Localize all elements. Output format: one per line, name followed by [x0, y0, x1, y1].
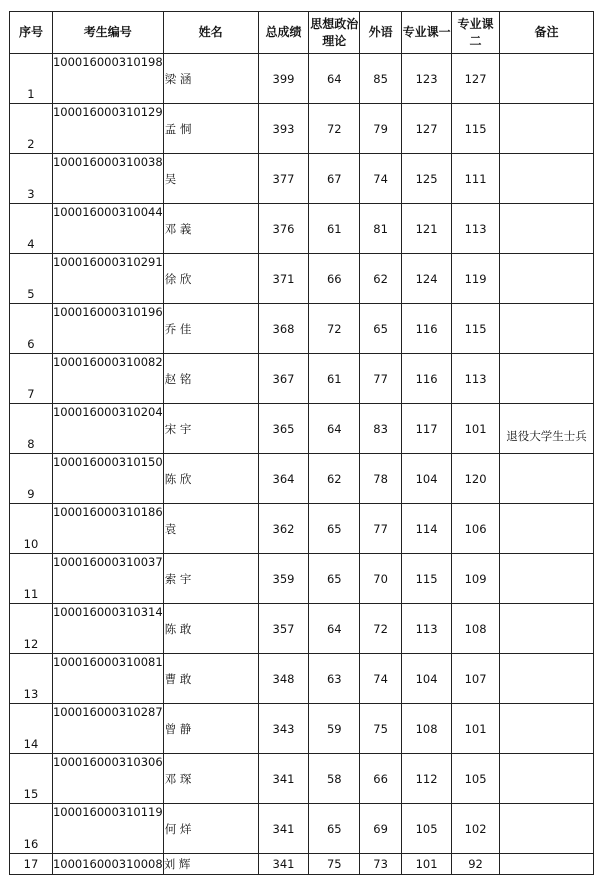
name-cell: 邓 義 [163, 204, 258, 254]
name-cell: 徐 欣 [163, 254, 258, 304]
header-foreign: 外语 [360, 12, 402, 54]
foreign-score-cell: 75 [360, 704, 402, 754]
name-cell: 邓 琛 [163, 754, 258, 804]
table-row [10, 504, 594, 554]
total-score-cell: 348 [258, 654, 309, 704]
total-score-cell: 377 [258, 154, 309, 204]
major2-score-cell: 115 [452, 304, 500, 354]
seq-cell: 13 [10, 654, 53, 704]
exam-id-cell: 100016000310314 [52, 604, 163, 654]
table-row [10, 554, 594, 604]
note-cell [500, 354, 594, 404]
seq-cell: 9 [10, 454, 53, 504]
major1-score-cell: 105 [402, 804, 452, 854]
exam-id-cell: 100016000310038 [52, 154, 163, 204]
foreign-score-cell: 66 [360, 754, 402, 804]
exam-id-cell: 100016000310129 [52, 104, 163, 154]
total-score-cell: 399 [258, 54, 309, 104]
total-score-cell: 364 [258, 454, 309, 504]
foreign-score-cell: 85 [360, 54, 402, 104]
exam-id-cell: 100016000310186 [52, 504, 163, 554]
name-cell: 吴 [163, 154, 258, 204]
exam-id-cell: 100016000310037 [52, 554, 163, 604]
politics-score-cell: 64 [309, 604, 360, 654]
seq-cell: 1 [10, 54, 53, 104]
note-cell [500, 804, 594, 854]
exam-id-cell: 100016000310196 [52, 304, 163, 354]
foreign-score-cell: 77 [360, 504, 402, 554]
politics-score-cell: 65 [309, 554, 360, 604]
major1-score-cell: 127 [402, 104, 452, 154]
seq-cell: 10 [10, 504, 53, 554]
total-score-cell: 362 [258, 504, 309, 554]
name-cell: 刘 辉 [163, 854, 258, 875]
seq-cell: 7 [10, 354, 53, 404]
seq-cell: 12 [10, 604, 53, 654]
table-row [10, 804, 594, 854]
politics-score-cell: 67 [309, 154, 360, 204]
politics-score-cell: 64 [309, 404, 360, 454]
total-score-cell: 376 [258, 204, 309, 254]
note-cell [500, 754, 594, 804]
politics-score-cell: 75 [309, 854, 360, 875]
name-cell: 袁 [163, 504, 258, 554]
table-row [10, 654, 594, 704]
total-score-cell: 368 [258, 304, 309, 354]
major1-score-cell: 113 [402, 604, 452, 654]
header-politics: 思想政治理论 [309, 12, 360, 54]
name-cell: 乔 佳 [163, 304, 258, 354]
note-cell [500, 504, 594, 554]
note-cell: 退役大学生士兵 [500, 404, 594, 454]
foreign-score-cell: 62 [360, 254, 402, 304]
total-score-cell: 341 [258, 854, 309, 875]
major2-score-cell: 127 [452, 54, 500, 104]
major1-score-cell: 108 [402, 704, 452, 754]
major1-score-cell: 121 [402, 204, 452, 254]
header-seq: 序号 [10, 12, 53, 54]
foreign-score-cell: 72 [360, 604, 402, 654]
table-row [10, 154, 594, 204]
table-row [10, 54, 594, 104]
seq-cell: 16 [10, 804, 53, 854]
table-row [10, 204, 594, 254]
exam-id-cell: 100016000310204 [52, 404, 163, 454]
major2-score-cell: 102 [452, 804, 500, 854]
major1-score-cell: 116 [402, 304, 452, 354]
header-exam-id: 考生编号 [52, 12, 163, 54]
foreign-score-cell: 78 [360, 454, 402, 504]
table-row [10, 604, 594, 654]
foreign-score-cell: 77 [360, 354, 402, 404]
seq-cell: 3 [10, 154, 53, 204]
major2-score-cell: 109 [452, 554, 500, 604]
seq-cell: 4 [10, 204, 53, 254]
total-score-cell: 365 [258, 404, 309, 454]
note-cell [500, 154, 594, 204]
seq-cell: 2 [10, 104, 53, 154]
major2-score-cell: 119 [452, 254, 500, 304]
name-cell: 赵 铭 [163, 354, 258, 404]
total-score-cell: 359 [258, 554, 309, 604]
total-score-cell: 343 [258, 704, 309, 754]
exam-id-cell: 100016000310291 [52, 254, 163, 304]
table-row [10, 354, 594, 404]
major1-score-cell: 125 [402, 154, 452, 204]
major1-score-cell: 116 [402, 354, 452, 404]
politics-score-cell: 61 [309, 204, 360, 254]
major1-score-cell: 101 [402, 854, 452, 875]
exam-id-cell: 100016000310119 [52, 804, 163, 854]
major1-score-cell: 112 [402, 754, 452, 804]
note-cell [500, 104, 594, 154]
table-row [10, 254, 594, 304]
name-cell: 何 烊 [163, 804, 258, 854]
politics-score-cell: 72 [309, 104, 360, 154]
seq-cell: 6 [10, 304, 53, 354]
major2-score-cell: 108 [452, 604, 500, 654]
politics-score-cell: 66 [309, 254, 360, 304]
major2-score-cell: 113 [452, 204, 500, 254]
exam-id-cell: 100016000310082 [52, 354, 163, 404]
exam-id-cell: 100016000310081 [52, 654, 163, 704]
major2-score-cell: 113 [452, 354, 500, 404]
exam-id-cell: 100016000310044 [52, 204, 163, 254]
major2-score-cell: 115 [452, 104, 500, 154]
seq-cell: 14 [10, 704, 53, 754]
exam-id-cell: 100016000310008 [52, 854, 163, 875]
politics-score-cell: 59 [309, 704, 360, 754]
total-score-cell: 357 [258, 604, 309, 654]
name-cell: 宋 宇 [163, 404, 258, 454]
note-cell [500, 454, 594, 504]
politics-score-cell: 72 [309, 304, 360, 354]
table-body [10, 54, 594, 875]
foreign-score-cell: 81 [360, 204, 402, 254]
header-total: 总成绩 [258, 12, 309, 54]
major2-score-cell: 107 [452, 654, 500, 704]
table-row [10, 304, 594, 354]
major1-score-cell: 123 [402, 54, 452, 104]
name-cell: 孟 恫 [163, 104, 258, 154]
major1-score-cell: 114 [402, 504, 452, 554]
table-row [10, 854, 594, 875]
note-cell [500, 854, 594, 875]
header-major2: 专业课二 [452, 12, 500, 54]
politics-score-cell: 65 [309, 804, 360, 854]
name-cell: 索 宇 [163, 554, 258, 604]
foreign-score-cell: 73 [360, 854, 402, 875]
politics-score-cell: 62 [309, 454, 360, 504]
major1-score-cell: 124 [402, 254, 452, 304]
major2-score-cell: 92 [452, 854, 500, 875]
table-row [10, 454, 594, 504]
politics-score-cell: 63 [309, 654, 360, 704]
foreign-score-cell: 65 [360, 304, 402, 354]
header-row [10, 12, 594, 54]
name-cell: 曾 静 [163, 704, 258, 754]
major2-score-cell: 101 [452, 704, 500, 754]
header-major1: 专业课一 [402, 12, 452, 54]
exam-id-cell: 100016000310150 [52, 454, 163, 504]
politics-score-cell: 65 [309, 504, 360, 554]
note-cell [500, 554, 594, 604]
major1-score-cell: 104 [402, 654, 452, 704]
table-row [10, 404, 594, 454]
major2-score-cell: 111 [452, 154, 500, 204]
politics-score-cell: 64 [309, 54, 360, 104]
seq-cell: 5 [10, 254, 53, 304]
seq-cell: 17 [10, 854, 53, 875]
foreign-score-cell: 83 [360, 404, 402, 454]
major1-score-cell: 117 [402, 404, 452, 454]
major1-score-cell: 104 [402, 454, 452, 504]
foreign-score-cell: 69 [360, 804, 402, 854]
note-cell [500, 304, 594, 354]
seq-cell: 15 [10, 754, 53, 804]
foreign-score-cell: 74 [360, 654, 402, 704]
name-cell: 梁 涵 [163, 54, 258, 104]
politics-score-cell: 61 [309, 354, 360, 404]
major2-score-cell: 120 [452, 454, 500, 504]
table-row [10, 754, 594, 804]
name-cell: 陈 敢 [163, 604, 258, 654]
total-score-cell: 393 [258, 104, 309, 154]
score-table [9, 11, 594, 875]
foreign-score-cell: 70 [360, 554, 402, 604]
note-cell [500, 604, 594, 654]
total-score-cell: 371 [258, 254, 309, 304]
name-cell: 曹 敢 [163, 654, 258, 704]
seq-cell: 11 [10, 554, 53, 604]
header-note: 备注 [500, 12, 594, 54]
exam-id-cell: 100016000310198 [52, 54, 163, 104]
major1-score-cell: 115 [402, 554, 452, 604]
note-cell [500, 654, 594, 704]
total-score-cell: 341 [258, 754, 309, 804]
foreign-score-cell: 74 [360, 154, 402, 204]
seq-cell: 8 [10, 404, 53, 454]
table-header [10, 12, 594, 54]
total-score-cell: 341 [258, 804, 309, 854]
exam-id-cell: 100016000310287 [52, 704, 163, 754]
note-cell [500, 254, 594, 304]
note-cell [500, 204, 594, 254]
foreign-score-cell: 79 [360, 104, 402, 154]
header-name: 姓名 [163, 12, 258, 54]
total-score-cell: 367 [258, 354, 309, 404]
exam-id-cell: 100016000310306 [52, 754, 163, 804]
table-row [10, 104, 594, 154]
major2-score-cell: 105 [452, 754, 500, 804]
major2-score-cell: 106 [452, 504, 500, 554]
major2-score-cell: 101 [452, 404, 500, 454]
note-cell [500, 54, 594, 104]
politics-score-cell: 58 [309, 754, 360, 804]
name-cell: 陈 欣 [163, 454, 258, 504]
